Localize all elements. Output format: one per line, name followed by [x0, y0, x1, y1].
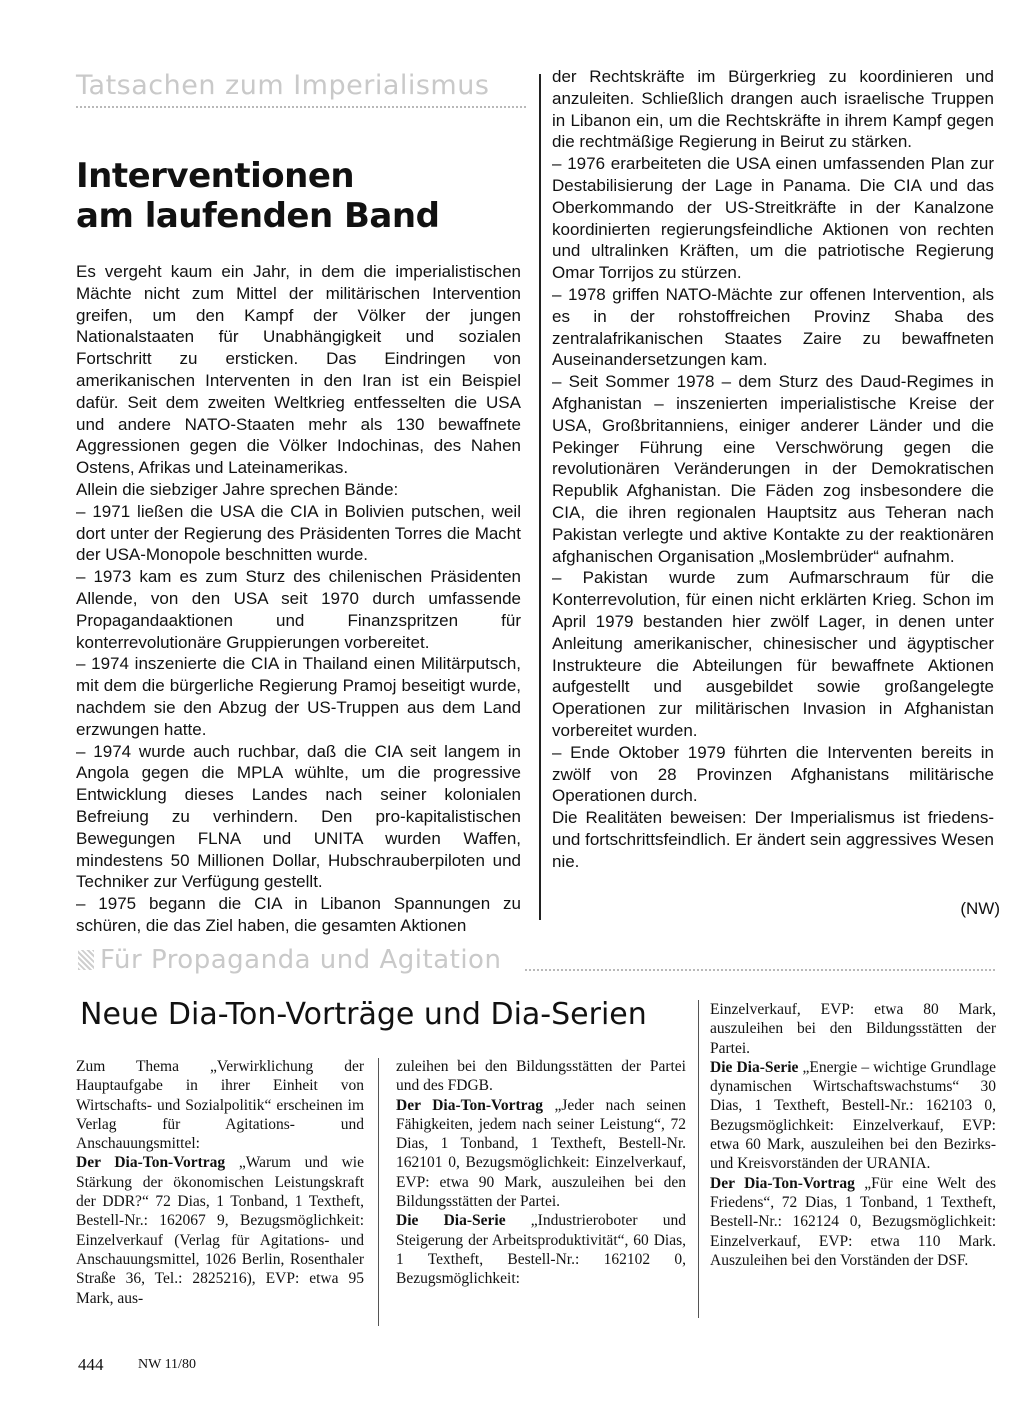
- section-kicker: Tatsachen zum Imperialismus: [76, 70, 490, 101]
- paragraph: – Pakistan wurde zum Aufmarschraum für die Konterrevolution, für einen nicht erklärten Krieg. Schon im April 1979 bestanden hier zwölf Lager, in denen unter Anleitung amerikanischer, chinesischer und ägyptischer Instrukteure die Abteilungen für bewaffnete Aktionen aufgestellt und ausgebildet sowie großangelegte Operationen zur militärischen Invasion in Afghanistan vorbereitet wurden.: [552, 568, 994, 740]
- paragraph: – Ende Oktober 1979 führten die Interventen bereits in zwölf von 28 Provinzen Afghanistans militärische Operationen durch.: [552, 742, 994, 806]
- notice-column-2: [396, 1057, 686, 1289]
- paragraph: – Seit Sommer 1978 – dem Sturz des Daud-Regimes in Afghanistan – inszenierten imperialistische Kreise der USA, Großbritanniens, einiger anderer Länder und die Pekinger Führung eine Verschwörung gegen die revolutionären Veränderungen in der Demokratischen Republik Afghanistan. Die Fäden zog insbesondere die CIA, die ihren regionalen Hauptsitz aus Teheran nach Pakistan verlegte und aktive Kontakte zu der reaktionären afghanischen Organisation „Moslembrüder“ aufnahm.: [552, 372, 994, 566]
- item-text: „Industrieroboter und Steigerung der Arbeitsproduktivität“, 60 Dias, 1 Textheft, Bestell-Nr.: 162102 0, Bezugsmöglichkeit:: [396, 1212, 686, 1288]
- item-text: „Energie – wichtige Grundlage dynamischen Wirtschaftswachstums“ 30 Dias, 1 Textheft, Bestell-Nr.: 162103 0, Bezugsmöglichkeit: Einzelverkauf, EVP: etwa 60 Mark, auszuleihen bei den Bezirks- und Kreisvorständen der URANIA.: [710, 1058, 996, 1173]
- issue-label: NW 11/80: [138, 1357, 196, 1372]
- item-heading: Die Dia-Serie: [396, 1212, 506, 1230]
- item-text: „Warum und wie Stärkung der ökonomischen Leistungskraft der DDR?“ 72 Dias, 1 Tonband, 1 Textheft, Bestell-Nr.: 162067 9, Bezugsmöglichkeit: Einzelverkauf (Verlag für Agitations- und Anschauungsmittel, 1026 Berlin, Rosenthaler Straße 36, Tel.: 2825216), EVP: etwa 95 Mark, aus-: [76, 1154, 364, 1307]
- notice-column-1: [76, 1057, 364, 1308]
- paragraph: [396, 1057, 686, 1096]
- item-heading: Der Dia-Ton-Vortrag: [396, 1096, 543, 1114]
- paragraph: – 1975 begann die CIA in Libanon Spannungen zu schüren, die das Ziel haben, die gesamten Aktionen: [76, 894, 521, 935]
- item-text: Einzelverkauf, EVP: etwa 80 Mark, auszuleihen bei den Bildungsstätten der Partei.: [710, 1001, 996, 1057]
- item-heading: Die Dia-Serie: [710, 1058, 799, 1076]
- item-text: „Jeder nach seinen Fähigkeiten, jedem nach seiner Leistung“, 72 Dias, 1 Tonband, 1 Textheft, Bestell-Nr. 162101 0, Bezugsmöglichkeit: Einzelverkauf, EVP: etwa 90 Mark, auszuleihen bei den Bildungsstätten der Partei.: [396, 1096, 686, 1211]
- article-title: Neue Dia-Ton-Vorträge und Dia-Serien: [80, 997, 647, 1032]
- item-text: zuleihen bei den Bildungsstätten der Partei und des FDGB.: [396, 1058, 686, 1095]
- paragraph: Es vergeht kaum ein Jahr, in dem die imperialistischen Mächte nicht zum Mittel der militärischen Intervention greifen, um den Kampf der Völker der jungen Nationalstaaten für Unabhängigkeit und sozialen Fortschritt zu ersticken. Das Eindringen von amerikanischen Interventen in den Iran ist ein Beispiel dafür. Seit dem zweiten Weltkrieg entfesselten die USA und andere NATO-Staaten mehr als 130 bewaffnete Aggressionen gegen die Völker Indochinas, des Nahen Ostens, Afrikas und Lateinamerikas.: [76, 262, 521, 478]
- paragraph: [396, 1211, 686, 1288]
- article-signature: (NW): [960, 899, 1000, 918]
- article-title: [76, 156, 516, 236]
- paragraph: [396, 1096, 686, 1212]
- paragraph: – 1973 kam es zum Sturz des chilenischen Präsidenten Allende, von den USA seit 1970 durch umfassende Propagandaaktionen und Finanzspritzen für konterrevolutionäre Gruppierungen vorbereitet.: [76, 567, 521, 652]
- item-heading: Der Dia-Ton-Vortrag: [76, 1154, 226, 1172]
- paragraph: [710, 1000, 996, 1058]
- paragraph: – 1978 griffen NATO-Mächte zur offenen Intervention, als es in der rohstoffreichen Provinz Shaba des zentralafrikanischen Staates Zaire zu bewaffneten Auseinandersetzungen kam.: [552, 284, 994, 370]
- paragraph: Die Realitäten beweisen: Der Imperialismus ist friedens- und fortschrittsfeindlich. Er ändert sein aggressives Wesen nie.: [552, 808, 994, 871]
- kicker-pattern-icon: [78, 950, 94, 970]
- article-column-1: [76, 261, 521, 937]
- paragraph: [76, 1057, 364, 1153]
- paragraph: [710, 1174, 996, 1270]
- paragraph: [76, 1153, 364, 1307]
- column-divider: [698, 1000, 699, 1318]
- paragraph: – 1971 ließen die USA die CIA in Bolivien putschen, weil dort unter der Regierung des Präsidenten Torres die Macht der USA-Monopole beschnitten wurde.: [76, 501, 521, 565]
- paragraph: Allein die siebziger Jahre sprechen Bände:: [76, 479, 399, 499]
- paragraph: – 1974 wurde auch ruchbar, daß die CIA seit langem in Angola gegen die MPLA wühlte, um die progressive Entwicklung dieses Landes nach seiner kolonialen Befreiung zu verhindern. Den pro-kapitalistischen Bewegungen FLNA und UNITA wurden Waffen, mindestens 50 Millionen Dollar, Hubschrauberpiloten und Techniker zur Verfügung gestellt.: [76, 741, 521, 892]
- kicker-rule: [76, 106, 526, 108]
- item-heading: Der Dia-Ton-Vortrag: [710, 1174, 855, 1192]
- section-kicker: Für Propaganda und Agitation: [100, 945, 502, 975]
- paragraph: [710, 1058, 996, 1174]
- paragraph: – 1976 erarbeiteten die USA einen umfassenden Plan zur Destabilisierung der Lage in Panama. Die CIA und das Oberkommando der US-Streitkräfte in der Kanalzone koordinierten regierungsfeindliche Aktionen von rechten und ultralinken Kräften, um die patriotische Regierung Omar Torrijos zu stürzen.: [552, 154, 994, 283]
- page-number: 444: [78, 1355, 104, 1374]
- item-text: „Für eine Welt des Friedens“, 72 Dias, 1 Tonband, 1 Textheft, Bestell-Nr.: 162124 0, Bezugsmöglichkeit: Einzelverkauf, EVP: etwa 110 Mark. Auszuleihen bei den Vorständen der DSF.: [710, 1174, 996, 1269]
- paragraph: – 1974 inszenierte die CIA in Thailand einen Militärputsch, mit dem die bürgerliche Regierung Pramoj beseitigt wurde, nachdem sie den Abzug der US-Truppen aus dem Land erzwungen hatte.: [76, 654, 521, 739]
- item-text: Zum Thema „Verwirklichung der Hauptaufgabe in ihrer Einheit von Wirtschafts- und Sozialpolitik“ erscheinen im Verlag für Agitations- und Anschauungsmittel:: [76, 1058, 364, 1153]
- title-line-1: Interventionen: [76, 156, 355, 196]
- column-divider: [378, 1058, 379, 1326]
- notice-column-3: [710, 1000, 996, 1270]
- article-column-2: [552, 66, 994, 872]
- title-line-2: am laufenden Band: [76, 196, 440, 236]
- kicker-rule: [525, 969, 995, 971]
- paragraph: der Rechtskräfte im Bürgerkrieg zu koordinieren und anzuleiten. Schließlich drangen auch israelische Truppen in Libanon ein, um die Rechtskräfte in ihrem Kampf gegen die rechtmäßige Regierung in Beirut zu stärken.: [552, 67, 994, 152]
- column-divider: [539, 74, 541, 920]
